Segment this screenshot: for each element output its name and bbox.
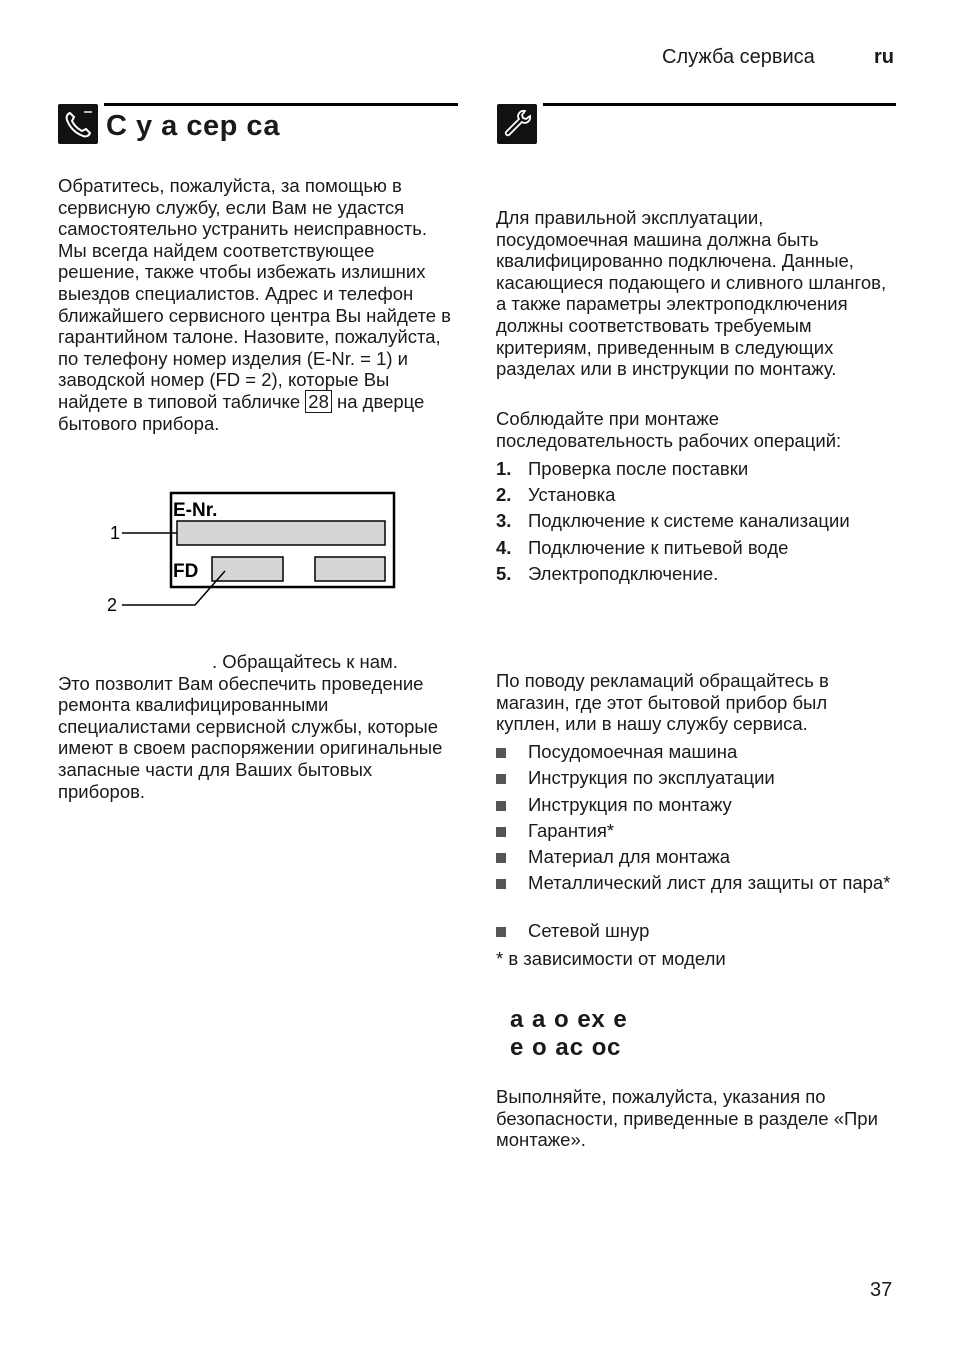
claims-paragraph [496,670,896,735]
installation-sequence-intro [496,408,896,451]
bullet-icon [496,774,506,784]
fd-field-2 [315,557,385,581]
claims-text: По поводу рекламаций обращайтесь в магазин, где этот бытовой прибор был куплен, или в нашу службу сервиса. [496,670,829,735]
phone-icon [58,104,98,144]
bullet-icon [496,853,506,863]
step-number: 1. [496,458,512,479]
language-code: ru [874,46,894,68]
header-title: Служба сервиса [662,46,815,68]
callout-1: 1 [110,523,121,543]
list-item-text: Инструкция по монтажу [528,794,732,815]
type-plate-figure [100,488,400,620]
step-text: Подключение к системе канализации [528,510,850,531]
installation-intro [496,207,896,380]
repair-paragraph [58,651,458,802]
fd-label: FD [173,561,199,582]
fd-field-1 [212,557,283,581]
step-number: 3. [496,510,512,531]
bullet-icon [496,879,506,889]
step-number: 5. [496,563,512,584]
callout-2: 2 [107,595,118,615]
section-heading-service: С у а сер са [106,110,281,142]
step-text: Электроподключение. [528,563,719,584]
safety-text: Выполняйте, пожалуйста, указания по безопасности, приведенные в разделе «При монтаже». [496,1086,878,1151]
enr-label: E-Nr. [173,500,218,521]
list-item-text: Инструкция по эксплуатации [528,767,775,788]
step-number: 4. [496,537,512,558]
list-item-text: Металлический лист для защиты от пара* [528,872,891,893]
installation-sequence-text: Соблюдайте при монтаже последовательность рабочих операций: [496,408,842,451]
installation-intro-text: Для правильной эксплуатации, посудомоечная машина должна быть квалифицированно подключена. Данные, касающиеся подающего и сливного шлангов, а также параметры электроподключения должны соответствовать требуемым критериям, приведенным в следующих разделах или в инструкции по монтажу. [496,207,887,380]
bullet-icon [496,801,506,811]
list-item-text: Посудомоечная машина [528,741,738,762]
step-number: 2. [496,484,512,505]
section-rule-left [104,103,458,106]
bullet-icon [496,927,506,937]
reference-number: 28 [305,390,332,413]
service-intro-paragraph [58,175,458,434]
list-item-text: Сетевой шнур [528,920,650,941]
footnote: * в зависимости от модели [496,948,726,969]
repair-text: Это позволит Вам обеспечить проведение ремонта квалифицированными специалистами сервисной службы, которые имеют в своем распоряжении оригинальные запасные части для Ваших бытовых приборов. [58,672,443,802]
service-intro-text: Обратитесь, пожалуйста, за помощью в сервисную службу, если Вам не удастся самостоятельно устранить неисправность. Мы всегда найдем соответствующее решение, также чтобы избежать излишних выездов специалистов. Адрес и телефон ближайшего сервисного центра Вы найдете в гарантийном талоне. Назовите, пожалуйста, по телефону номер изделия (E-Nr. = 1) и заводской номер (FD = 2), которые Вы найдете в типовой табличке [58,175,451,412]
bullet-icon [496,827,506,837]
enr-field [177,521,385,545]
safety-heading-line1: а а о ех е [510,1006,628,1033]
step-text: Установка [528,484,616,505]
service-intro-text-end: на дверце бытового прибора. [58,390,425,434]
bullet-icon [496,748,506,758]
page-number: 37 [870,1279,893,1301]
step-text: Подключение к питьевой воде [528,537,789,558]
section-rule-right [543,103,896,106]
repair-lead: . Обращайтесь к нам. [212,651,398,672]
list-item-text: Материал для монтажа [528,846,731,867]
list-item-text: Гарантия* [528,820,615,841]
step-text: Проверка после поставки [528,458,749,479]
safety-paragraph [496,1086,896,1151]
wrench-icon [497,104,537,144]
safety-heading-line2: е о ас ос [510,1034,622,1061]
